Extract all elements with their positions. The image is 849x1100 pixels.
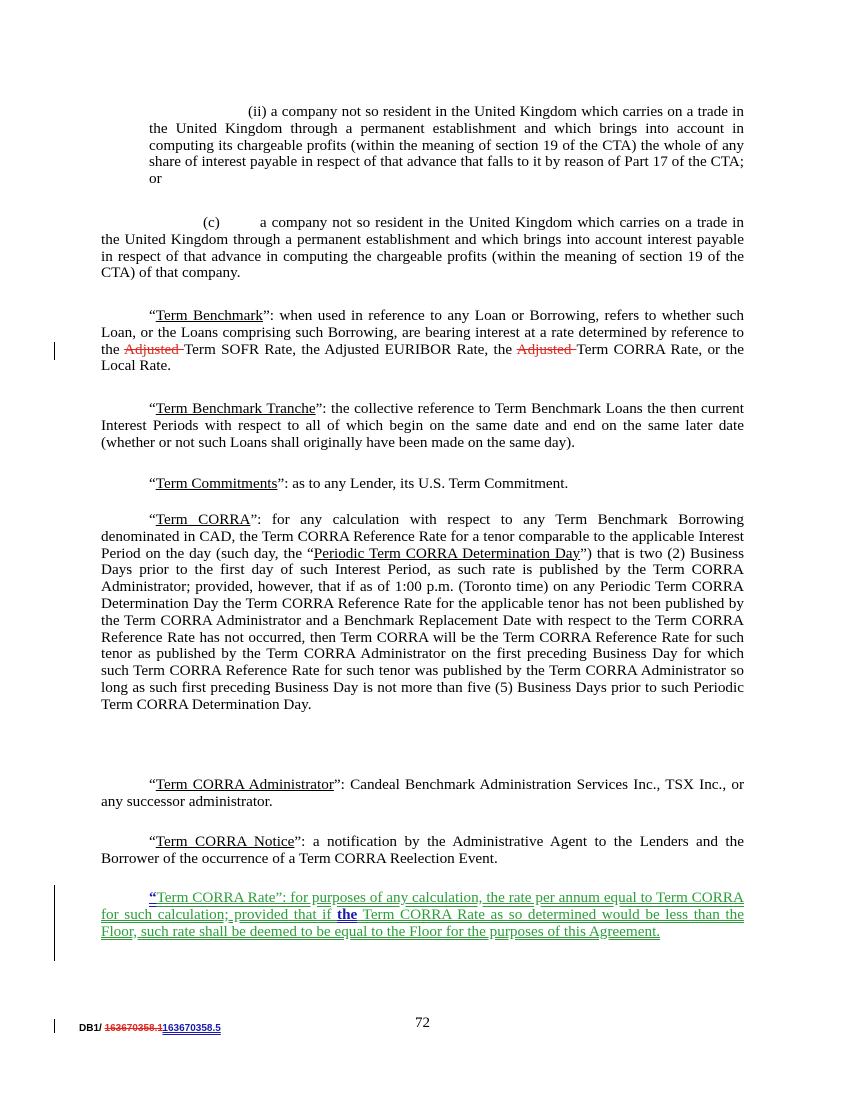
definition-term-corra-notice: “Term CORRA Notice”: a notification by the Administrative Agent to the Lenders and the Borrower of the occurrence of a Term CORRA Reelection Event. <box>101 833 744 867</box>
document-id-old: 163670358.1 <box>104 1023 163 1034</box>
defined-term: Term Benchmark Tranche <box>155 400 316 417</box>
definition-term-commitments: “Term Commitments”: as to any Lender, its U.S. Term Commitment. <box>149 475 569 492</box>
definition-term-benchmark: “Term Benchmark”: when used in reference to any Loan or Borrowing, refers to whether such Loan, or the Loans comprising such Borrowing, are bearing interest at a rate determined by reference to the Adjusted Term SOFR Rate, the Adjusted EURIBOR Rate, the Adjusted Term CORRA Rate, or the Local Rate. <box>101 307 744 375</box>
inserted-bold-text: the <box>337 905 358 923</box>
defined-term: Term CORRA Administrator <box>155 776 334 793</box>
deleted-text: Adjusted <box>516 340 577 358</box>
deleted-text: Adjusted <box>124 340 184 358</box>
clause-c <box>101 215 744 282</box>
inserted-quote: “ <box>149 889 157 906</box>
page-number: 72 <box>415 1015 430 1031</box>
inserted-text: Term CORRA Rate as so determined would be less than the Floor, such rate shall be deemed to be equal to the Floor for the purposes of this Agreement. <box>101 905 744 940</box>
definition-term-benchmark-tranche: “Term Benchmark Tranche”: the collective reference to Term Benchmark Loans the then current Interest Periods with respect to all of which begin on the same date and end on the same later date (whether or not such Loans shall originally have been made on the same day). <box>101 400 744 451</box>
change-bar <box>54 885 55 961</box>
change-bar <box>54 342 55 360</box>
defined-term: Term Benchmark <box>155 307 264 324</box>
definition-term-corra-administrator: “Term CORRA Administrator”: Candeal Benchmark Administration Services Inc., TSX Inc., or any successor administrator. <box>101 776 745 810</box>
clause-c-label: (c) <box>203 214 220 231</box>
defined-term: Term CORRA Notice <box>155 833 295 850</box>
defined-term: Term CORRA <box>155 511 251 528</box>
definition-term-corra: “Term CORRA”: for any calculation with respect to any Term Benchmark Borrowing denominated in CAD, the Term CORRA Reference Rate for a tenor comparable to the applicable Interest Period on the day (such day, the “Periodic Term CORRA Determination Day”) that is two (2) Business Days prior to the first day of such Interest Period, as such rate is published by the Term CORRA Administrator; provided, however, that if as of 1:00 p.m. (Toronto time) on any Periodic Term CORRA Determination Day the Term CORRA Reference Rate for the applicable tenor has not been published by the Term CORRA Administrator and a Benchmark Replacement Date with respect to the Term CORRA Reference Rate has not occurred, then Term CORRA will be the Term CORRA Reference Rate for such tenor as published by the Term CORRA Administrator on the first preceding Business Day for which such Term CORRA Reference Rate for such tenor was published by the Term CORRA Administrator so long as such first preceding Business Day is not more than five (5) Business Days prior to such Periodic Term CORRA Determination Day. <box>101 511 744 713</box>
defined-term: Periodic Term CORRA Determination Day <box>313 544 581 562</box>
clause-c-text: a company not so resident in the United Kingdom which carries on a trade in the United Kingdom through a permanent establishment and which brings into account interest payable in respect of that advance in computing the chargeable profits (within the meaning of section 19 of the CTA) of that company. <box>101 214 744 282</box>
document-id-new: 163670358.5 <box>162 1023 221 1034</box>
defined-term: Term Commitments <box>155 475 278 492</box>
clause-ii: (ii) a company not so resident in the United Kingdom which carries on a trade in the United Kingdom through a permanent establishment and which brings into account in computing its chargeable profits (within the meaning of section 19 of the CTA) the whole of any share of interest payable in respect of that advance that falls to it by reason of Part 17 of the CTA; or <box>149 103 744 188</box>
definition-term-corra-rate <box>101 890 744 940</box>
inserted-text: Term CORRA Rate”: for purposes of any calculation, the rate per annum equal to Term CORRA for such calculation; provided that if <box>101 889 744 923</box>
document-id: DB1/ 163670358.1163670358.5 <box>79 1023 221 1034</box>
change-bar <box>54 1019 55 1033</box>
